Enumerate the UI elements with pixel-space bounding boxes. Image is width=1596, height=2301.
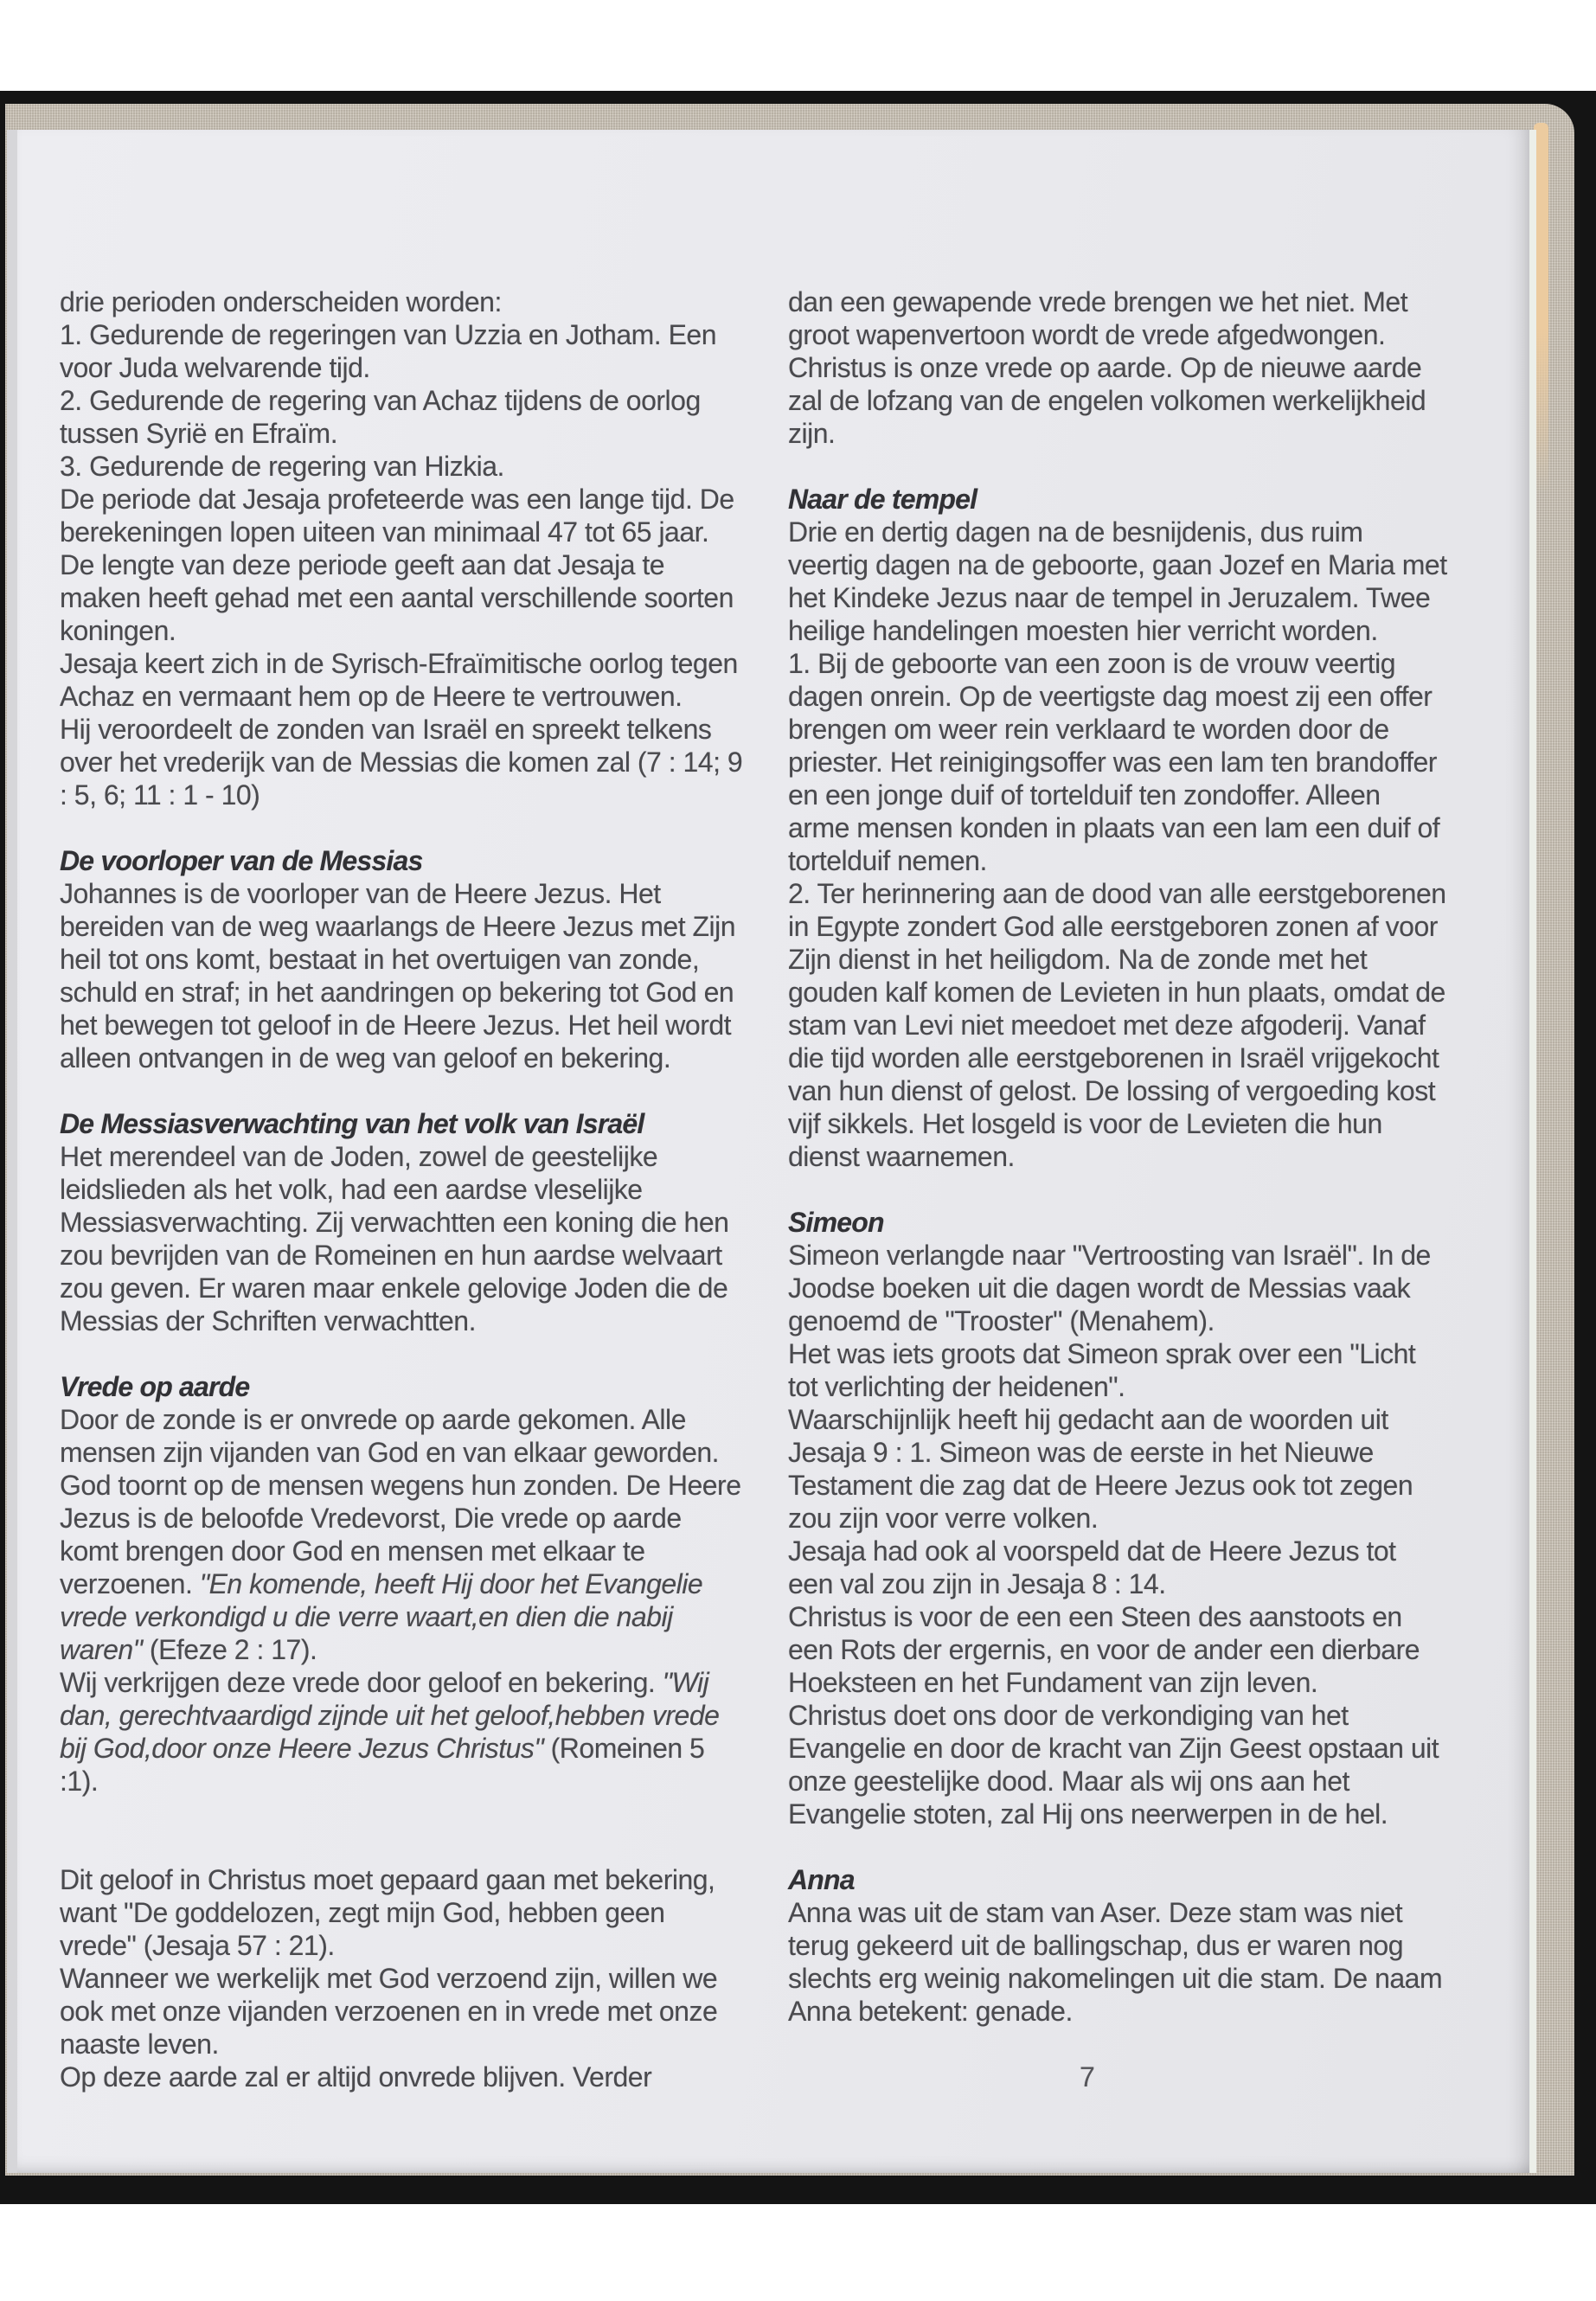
heading-anna: Anna	[788, 1864, 855, 1895]
page-number: 7	[1080, 2061, 1095, 2093]
paragraph: Simeon verlangde naar "Vertroosting van Israël". In de Joodse boeken uit die dagen wordt de Messias vaak genoemd de "Trooster" (Menahem).	[788, 1240, 1431, 1336]
paragraph: 1. Gedurende de regeringen van Uzzia en Jotham. Een voor Juda welvarende tijd.	[60, 319, 716, 383]
paragraph	[60, 1403, 745, 1666]
paragraph: drie perioden onderscheiden worden:	[60, 286, 502, 317]
paragraph: 1. Bij de geboorte van een zoon is de vrouw veertig dagen onrein. Op de veertigste dag moest zij een offer brengen om weer rein verklaard te worden door de priester. Het reinigingsoffer was een lam ten brandoffer en een jonge duif of tortelduif ten zondoffer. Alleen arme mensen konden in plaats van een lam een duif of tortelduif nemen.	[788, 648, 1440, 876]
paragraph: Het merendeel van de Joden, zowel de geestelijke leidslieden als het volk, had een aardse vleselijke Messiasverwachting. Zij verwachtten een koning die hen zou bevrijden van de Romeinen en hun aardse welvaart zou geven. Er waren maar enkele gelovige Joden die de Messias der Schriften verwachtten.	[60, 1141, 729, 1336]
heading-de-messiasverwachting: De Messiasverwachting van het volk van Israël	[60, 1108, 644, 1139]
paragraph: De periode dat Jesaja profeteerde was een lange tijd. De berekeningen lopen uiteen van minimaal 47 tot 65 jaar. De lengte van deze periode geeft aan dat Jesaja te maken heeft gehad met een aantal verschillende soorten koningen.	[60, 484, 734, 646]
heading-naar-de-tempel: Naar de tempel	[788, 484, 977, 515]
paragraph: Wanneer we werkelijk met God verzoend zijn, willen we ook met onze vijanden verzoenen en in vrede met onze naaste leven.	[60, 1963, 718, 2060]
paragraph: 2. Ter herinnering aan de dood van alle eerstgeborenen in Egypte zondert God alle eerstgeboren zonen af voor Zijn dienst in het heiligdom. Na de zonde met het gouden kalf komen de Levieten in hun plaats, omdat de stam van Levi niet meedoet met deze afgoderij. Vanaf die tijd worden alle eerstgeborenen in Israël vrijgekocht van hun dienst of gelost. De lossing of vergoeding kost vijf sikkels. Het losgeld is voor de Levieten die hun dienst waarnemen.	[788, 878, 1446, 1172]
text-run: Wij verkrijgen deze vrede door geloof en bekering.	[60, 1667, 663, 1698]
text-run: Door de zonde is er onvrede op aarde gekomen. Alle mensen zijn vijanden van God en van elkaar geworden. God toornt op de mensen wegens hun zonden. De Heere Jezus is de beloofde Vredevorst, Die vrede op aarde komt brengen door God en mensen met elkaar te verzoenen.	[60, 1404, 741, 1599]
left-column	[60, 285, 745, 2093]
scripture-quote-italic: "Wij dan, gerechtvaardigd zijnde uit het geloof,hebben vrede bij God,door onze Heere Jezus Christus"	[60, 1667, 720, 1764]
paragraph: 3. Gedurende de regering van Hizkia.	[60, 451, 504, 482]
paragraph: Christus is voor de een een Steen des aanstoots en een Rots der ergernis, en voor de ander een dierbare Hoeksteen en het Fundament van zijn leven.	[788, 1601, 1420, 1698]
paragraph: Drie en dertig dagen na de besnijdenis, dus ruim veertig dagen na de geboorte, gaan Jozef en Maria met het Kindeke Jezus naar de tempel in Jeruzalem. Twee heilige handelingen moesten hier verricht worden.	[788, 516, 1447, 646]
paragraph: dan een gewapende vrede brengen we het niet. Met groot wapenvertoon wordt de vrede afgedwongen. Christus is onze vrede op aarde. Op de nieuwe aarde zal de lofzang van de engelen volkomen werkelijkheid zijn.	[788, 286, 1426, 449]
paragraph: Anna was uit de stam van Aser. Deze stam was niet terug gekeerd uit de ballingschap, dus er waren nog slechts erg weinig nakomelingen uit die stam. De naam Anna betekent: genade.	[788, 1897, 1443, 2027]
paragraph: Het was iets groots dat Simeon sprak over een "Licht tot verlichting der heidenen".	[788, 1338, 1416, 1402]
paragraph	[60, 1666, 745, 1798]
paragraph: Johannes is de voorloper van de Heere Jezus. Het bereiden van de weg waarlangs de Heere Jezus met Zijn heil tot ons komt, bestaat in het overtuigen van zonde, schuld en straf; in het aandringen op bekering tot God en het bewegen tot geloof in de Heere Jezus. Het heil wordt alleen ontvangen in de weg van geloof en bekering.	[60, 878, 736, 1074]
right-column	[788, 285, 1447, 2028]
paragraph: Dit geloof in Christus moet gepaard gaan met bekering, want "De goddelozen, zegt mijn God, hebben geen vrede" (Jesaja 57 : 21).	[60, 1864, 715, 1961]
heading-simeon: Simeon	[788, 1207, 884, 1238]
book-page	[7, 130, 1536, 2173]
paragraph: Hij veroordeelt de zonden van Israël en spreekt telkens over het vrederijk van de Messias die komen zal (7 : 14; 9 : 5, 6; 11 : 1 - 10)	[60, 714, 743, 811]
paragraph: Waarschijnlijk heeft hij gedacht aan de woorden uit Jesaja 9 : 1. Simeon was de eerste in het Nieuwe Testament die zag dat de Heere Jezus ook tot zegen zou zijn voor verre volken.	[788, 1404, 1413, 1534]
text-run: (Romeinen 5 :1).	[60, 1733, 705, 1797]
scripture-quote-italic: "En komende, heeft Hij door het Evangelie vrede verkondigd u die verre waart,en dien die nabij waren"	[60, 1568, 703, 1665]
paragraph: 2. Gedurende de regering van Achaz tijdens de oorlog tussen Syrië en Efraïm.	[60, 385, 701, 449]
paragraph: Jesaja keert zich in de Syrisch-Efraïmitische oorlog tegen Achaz en vermaant hem op de Heere te vertrouwen.	[60, 648, 738, 712]
paragraph: Op deze aarde zal er altijd onvrede blijven. Verder	[60, 2061, 652, 2093]
heading-vrede-op-aarde: Vrede op aarde	[60, 1371, 250, 1402]
text-run: (Efeze 2 : 17).	[142, 1634, 317, 1665]
paragraph: Jesaja had ook al voorspeld dat de Heere Jezus tot een val zou zijn in Jesaja 8 : 14.	[788, 1535, 1396, 1599]
heading-de-voorloper-van-de-messias: De voorloper van de Messias	[60, 845, 423, 876]
paragraph: Christus doet ons door de verkondiging van het Evangelie en door de kracht van Zijn Geest opstaan uit onze geestelijke dood. Maar als wij ons aan het Evangelie stoten, zal Hij ons neerwerpen in de hel.	[788, 1700, 1439, 1830]
